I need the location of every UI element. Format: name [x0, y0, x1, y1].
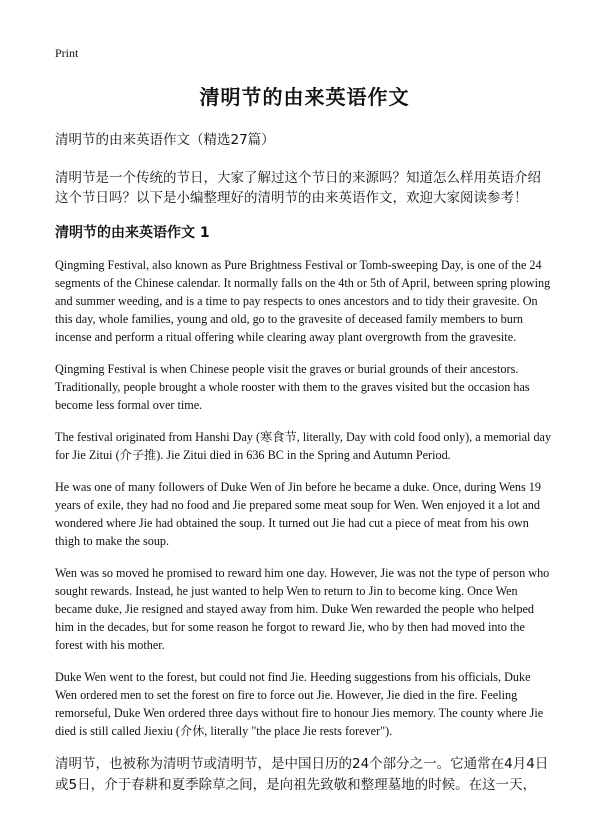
- body-paragraph-4: He was one of many followers of Duke Wen of Jin before he became a duke. Once, during Wens 19 years of exile, they had no food and Jie prepared some meat soup for Wen. Wen enjoyed it a lot and wondered where Jie had obtained the soup. It turned out Jie had cut a piece of meat from his own thigh to make the soup.: [55, 480, 541, 548]
- intro-paragraph: 清明节是一个传统的节日，大家了解过这个节日的来源吗？知道怎么样用英语介绍这个节日吗？以下是小编整理好的清明节的由来英语作文，欢迎大家阅读参考！: [55, 170, 541, 206]
- body-paragraph-6: Duke Wen went to the forest, but could not find Jie. Heeding suggestions from his officials, Duke Wen ordered men to set the forest on fire to force out Jie. However, Jie died in the fire. Feeling remorseful, Duke Wen ordered three days without fire to honour Jies memory. The county where Jie died is still called Jiexiu (介休, literally "the place Jie rests forever").: [55, 670, 544, 738]
- body-paragraph-1: Qingming Festival, also known as Pure Brightness Festival or Tomb-sweeping Day, is one of the 24 segments of the Chinese calendar. It normally falls on the 4th or 5th of April, between spring plowing and summer weeding, and is a time to pay respects to ones ancestors and to tidy their gravesite. On this day, whole families, young and old, go to the gravesite of deceased family members to burn incense and perform a ritual offering while clearing away plant overgrowth from the gravesite.: [55, 258, 551, 344]
- closing-paragraph: 清明节，也被称为清明节或清明节，是中国日历的24个部分之一。它通常在4月4日或5日，介于春耕和夏季除草之间，是向祖先致敬和整理墓地的时候。在这一天，: [55, 756, 549, 793]
- page-title: 清明节的由来英语作文: [199, 85, 410, 109]
- section-heading: 清明节的由来英语作文 1: [55, 225, 210, 241]
- body-paragraph-3: The festival originated from Hanshi Day (寒食节, literally, Day with cold food only), a memorial day for Jie Zitui (介子推). Jie Zitui died in 636 BC in the Spring and Autumn Period.: [55, 430, 552, 462]
- body-paragraph-2: Qingming Festival is when Chinese people visit the graves or burial grounds of their ancestors. Traditionally, people brought a whole rooster with them to the graves visited but the occasion has become less formal over time.: [55, 362, 530, 412]
- print-link[interactable]: Print: [55, 46, 79, 60]
- article-subtitle: 清明节的由来英语作文（精选27篇）: [55, 132, 275, 148]
- body-paragraph-5: Wen was so moved he promised to reward him one day. However, Jie was not the type of person who sought rewards. Instead, he just wanted to help Wen to return to Jin to become king. Once Wen became duke, Jie resigned and stayed away from him. Duke Wen rewarded the people who helped him in the decades, but for some reason he forgot to reward Jie, who by then had moved into the forest with his mother.: [55, 566, 550, 652]
